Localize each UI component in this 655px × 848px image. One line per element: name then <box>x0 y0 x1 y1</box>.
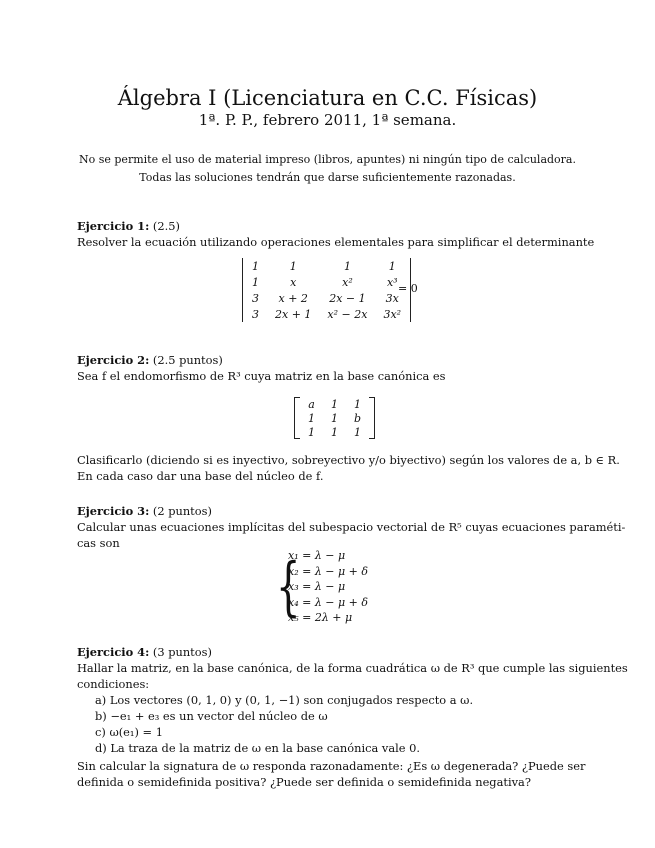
exercise-1-title <box>77 218 582 234</box>
determinant-left-bar <box>242 258 243 322</box>
matrix-right-bracket <box>369 397 375 439</box>
exercise-2-line-2: En cada caso dar una base del núcleo de f. <box>77 469 324 483</box>
matrix-table <box>300 397 369 439</box>
exercise-4-heading: Ejercicio 4: <box>77 645 150 659</box>
equation-line: x₄ = λ − μ + δ <box>288 595 368 609</box>
determinant-cell: x² <box>342 275 353 289</box>
instruction-line-1: No se permite el uso de material impreso (libros, apuntes) ni ningún tipo de calculadora. <box>79 153 576 166</box>
determinant-cell: 3 <box>252 307 259 321</box>
determinant-cell: 3 <box>252 291 259 305</box>
determinant-equals-zero: = 0 <box>398 282 418 295</box>
system-brace: { <box>276 550 301 624</box>
matrix-row <box>300 425 369 439</box>
determinant-row <box>244 274 409 290</box>
determinant-cell: x <box>290 275 297 289</box>
equation-line: x₅ = 2λ + μ <box>288 611 353 625</box>
exercise-2-line-1: Clasificarlo (diciendo si es inyectivo, sobreyectivo y/o biyectivo) según los valores de a, b ∈ R. <box>77 453 620 467</box>
matrix-cell: b <box>354 411 362 425</box>
determinant-row <box>244 258 409 274</box>
matrix-row <box>300 397 369 411</box>
matrix-cell: 1 <box>308 425 315 439</box>
instruction-line-2: Todas las soluciones tendrán que darse suficientemente razonadas. <box>139 171 516 184</box>
page-title: Álgebra I (Licenciatura en C.C. Físicas) <box>117 86 538 110</box>
exercise-2-points: (2.5 puntos) <box>152 353 223 367</box>
determinant-cell: 1 <box>289 259 297 273</box>
matrix-row <box>300 411 369 425</box>
exercise-2-statement: Sea f el endomorfismo de R³ cuya matriz en la base canónica es <box>77 369 446 383</box>
determinant-row <box>244 306 409 322</box>
exercise-4-line-1: Hallar la matriz, en la base canónica, de la forma cuadrática ω de R³ que cumple las siguientes <box>77 661 628 675</box>
condition-item: a) Los vectores (0, 1, 0) y (0, 1, −1) son conjugados respecto a ω. <box>95 693 474 707</box>
exercise-4-points: (3 puntos) <box>152 645 212 659</box>
determinant-cell: 1 <box>252 259 259 273</box>
exercise-4-closing-2: definida o semidefinida positiva? ¿Puede ser definida o semidefinida negativa? <box>77 775 531 789</box>
parametric-system <box>288 548 368 626</box>
matrix-cell: 1 <box>331 397 338 411</box>
exercise-3-line-1: Calcular unas ecuaciones implícitas del subespacio vectorial de R⁵ cuyas ecuaciones paraméti- <box>77 520 626 534</box>
page-subtitle: 1ª. P. P., febrero 2011, 1ª semana. <box>198 111 457 129</box>
matrix-cell: 1 <box>354 425 362 439</box>
exercise-2-title <box>77 352 582 368</box>
determinant-cell: 2x − 1 <box>329 291 366 305</box>
condition-item: b) −e₁ + e₃ es un vector del núcleo de ω <box>95 709 328 723</box>
exercise-4-title <box>77 644 582 660</box>
determinant <box>244 258 409 322</box>
exercise-1-points: (2.5) <box>152 219 180 233</box>
exercise-4-line-2: condiciones: <box>77 677 150 691</box>
determinant-cell: 1 <box>343 259 351 273</box>
equation-line: x₃ = λ − μ <box>288 580 346 594</box>
determinant-cell: 3x <box>385 291 399 305</box>
determinant-table <box>244 258 409 322</box>
exercise-3-title <box>77 503 582 519</box>
determinant-row <box>244 290 409 306</box>
determinant-cell: 1 <box>388 259 396 273</box>
exercise-3-line-2: cas son <box>77 536 120 550</box>
matrix-cell: 1 <box>331 411 338 425</box>
determinant-cell: 3x² <box>383 307 402 321</box>
exercise-3-heading: Ejercicio 3: <box>77 504 150 518</box>
determinant-cell: 1 <box>252 275 259 289</box>
determinant-cell: x + 2 <box>278 291 308 305</box>
exercise-2-heading: Ejercicio 2: <box>77 353 150 367</box>
matrix-left-bracket <box>294 397 300 439</box>
exercise-3-points: (2 puntos) <box>152 504 212 518</box>
determinant-cell: 2x + 1 <box>275 307 312 321</box>
condition-item: d) La traza de la matriz de ω en la base canónica vale 0. <box>95 741 420 755</box>
matrix-cell: a <box>308 397 315 411</box>
exercise-4-closing-1: Sin calcular la signatura de ω responda razonadamente: ¿Es ω degenerada? ¿Puede ser <box>77 759 586 773</box>
matrix-cell: 1 <box>331 425 338 439</box>
equation-line: x₁ = λ − μ <box>288 549 346 562</box>
condition-item: c) ω(e₁) = 1 <box>95 725 163 739</box>
equation-line: x₂ = λ − μ + δ <box>288 564 368 578</box>
exercise-1-statement: Resolver la ecuación utilizando operaciones elementales para simplificar el determinante <box>77 235 595 249</box>
condition-list <box>95 692 473 756</box>
exercise-1-heading: Ejercicio 1: <box>77 219 150 233</box>
determinant-cell: x² − 2x <box>327 307 368 321</box>
matrix-cell: 1 <box>308 411 315 425</box>
matrix <box>300 397 369 439</box>
matrix-cell: 1 <box>354 397 362 411</box>
determinant-cell: x³ <box>386 275 398 289</box>
